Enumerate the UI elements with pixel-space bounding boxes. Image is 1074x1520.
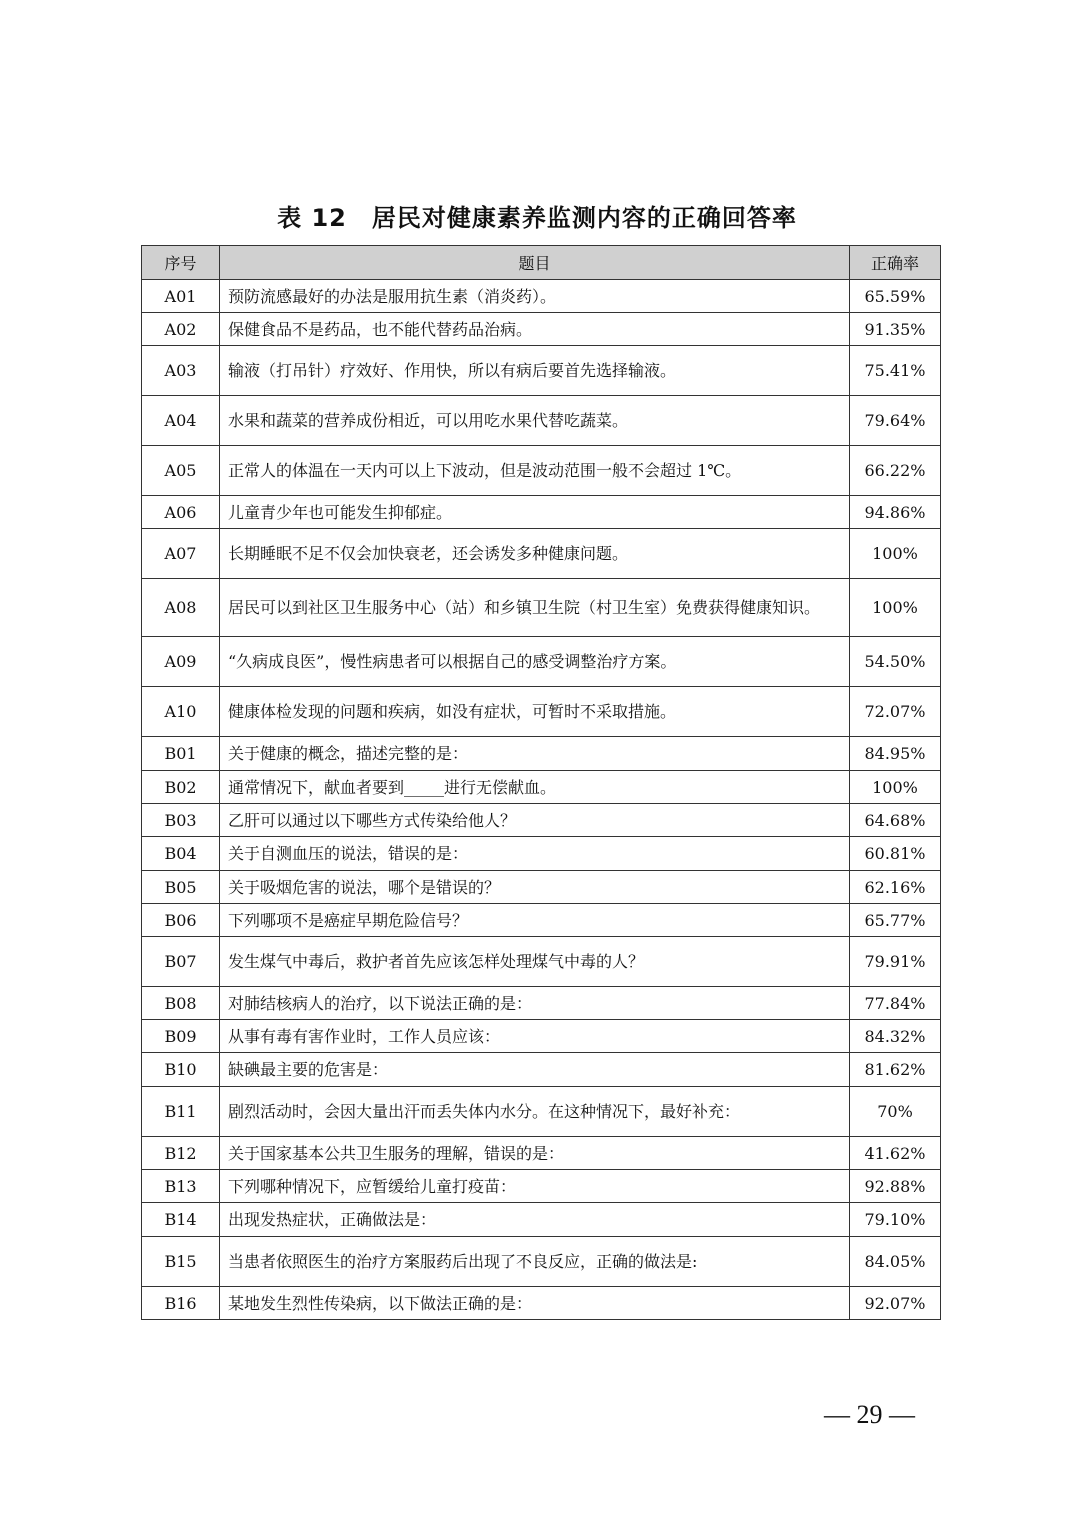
row-question-cell: 预防流感最好的办法是服用抗生素（消炎药）。 xyxy=(220,280,850,313)
row-question-cell: 健康体检发现的问题和疾病，如没有症状，可暂时不采取措施。 xyxy=(220,687,850,737)
row-id-cell: B03 xyxy=(142,804,220,837)
table-row xyxy=(142,1170,941,1203)
row-id-cell: B06 xyxy=(142,904,220,937)
row-rate-cell: 75.41% xyxy=(850,346,941,396)
row-question-cell: 关于国家基本公共卫生服务的理解，错误的是： xyxy=(220,1137,850,1170)
row-id-cell: A07 xyxy=(142,529,220,579)
row-rate-cell: 77.84% xyxy=(850,987,941,1020)
table-row xyxy=(142,687,941,737)
row-question-cell: 下列哪项不是癌症早期危险信号？ xyxy=(220,904,850,937)
table-row xyxy=(142,446,941,496)
row-id-cell: A10 xyxy=(142,687,220,737)
row-id-cell: B14 xyxy=(142,1203,220,1237)
row-id-cell: B05 xyxy=(142,871,220,904)
row-rate-cell: 84.95% xyxy=(850,737,941,771)
table-row xyxy=(142,771,941,804)
column-header-id: 序号 xyxy=(142,246,220,280)
row-rate-cell: 65.59% xyxy=(850,280,941,313)
row-rate-cell: 94.86% xyxy=(850,496,941,529)
row-rate-cell: 91.35% xyxy=(850,313,941,346)
row-id-cell: B15 xyxy=(142,1237,220,1287)
table-row xyxy=(142,804,941,837)
row-rate-cell: 41.62% xyxy=(850,1137,941,1170)
health-literacy-table xyxy=(141,245,941,1320)
table-row xyxy=(142,1053,941,1087)
page-number: — 29 — xyxy=(824,1400,915,1429)
row-id-cell: A08 xyxy=(142,579,220,637)
row-question-cell: 输液（打吊针）疗效好、作用快，所以有病后要首先选择输液。 xyxy=(220,346,850,396)
table-row xyxy=(142,1203,941,1237)
row-id-cell: B02 xyxy=(142,771,220,804)
row-id-cell: B01 xyxy=(142,737,220,771)
row-question-cell: 长期睡眠不足不仅会加快衰老，还会诱发多种健康问题。 xyxy=(220,529,850,579)
table-header-row xyxy=(142,246,941,280)
table-row xyxy=(142,1237,941,1287)
row-question-cell: 对肺结核病人的治疗，以下说法正确的是： xyxy=(220,987,850,1020)
row-question-cell: 出现发热症状，正确做法是： xyxy=(220,1203,850,1237)
row-question-cell: 当患者依照医生的治疗方案服药后出现了不良反应，正确的做法是: xyxy=(220,1237,850,1287)
row-id-cell: A02 xyxy=(142,313,220,346)
row-id-cell: B10 xyxy=(142,1053,220,1087)
row-question-cell: 通常情况下，献血者要到_____进行无偿献血。 xyxy=(220,771,850,804)
row-question-cell: 水果和蔬菜的营养成份相近，可以用吃水果代替吃蔬菜。 xyxy=(220,396,850,446)
row-id-cell: B09 xyxy=(142,1020,220,1053)
row-rate-cell: 79.91% xyxy=(850,937,941,987)
row-id-cell: B16 xyxy=(142,1287,220,1320)
row-id-cell: A09 xyxy=(142,637,220,687)
row-id-cell: B07 xyxy=(142,937,220,987)
row-id-cell: A06 xyxy=(142,496,220,529)
row-question-cell: 下列哪种情况下，应暂缓给儿童打疫苗： xyxy=(220,1170,850,1203)
row-question-cell: 乙肝可以通过以下哪些方式传染给他人？ xyxy=(220,804,850,837)
table-row xyxy=(142,871,941,904)
row-id-cell: B04 xyxy=(142,837,220,871)
row-rate-cell: 100% xyxy=(850,771,941,804)
table-row xyxy=(142,637,941,687)
table-body xyxy=(142,280,941,1320)
table-row xyxy=(142,987,941,1020)
table-row xyxy=(142,529,941,579)
row-question-cell: 剧烈活动时，会因大量出汗而丢失体内水分。在这种情况下，最好补充： xyxy=(220,1087,850,1137)
row-rate-cell: 72.07% xyxy=(850,687,941,737)
row-rate-cell: 79.10% xyxy=(850,1203,941,1237)
table-row xyxy=(142,1087,941,1137)
row-rate-cell: 79.64% xyxy=(850,396,941,446)
row-rate-cell: 81.62% xyxy=(850,1053,941,1087)
row-question-cell: “久病成良医”，慢性病患者可以根据自己的感受调整治疗方案。 xyxy=(220,637,850,687)
table-title: 表 12 居民对健康素养监测内容的正确回答率 xyxy=(277,204,797,232)
row-rate-cell: 84.05% xyxy=(850,1237,941,1287)
row-question-cell: 缺碘最主要的危害是： xyxy=(220,1053,850,1087)
table-row xyxy=(142,904,941,937)
table-row xyxy=(142,737,941,771)
row-rate-cell: 92.07% xyxy=(850,1287,941,1320)
row-rate-cell: 100% xyxy=(850,529,941,579)
row-rate-cell: 66.22% xyxy=(850,446,941,496)
row-id-cell: B11 xyxy=(142,1087,220,1137)
row-rate-cell: 60.81% xyxy=(850,837,941,871)
row-id-cell: A01 xyxy=(142,280,220,313)
row-rate-cell: 70% xyxy=(850,1087,941,1137)
table-row xyxy=(142,396,941,446)
table-row xyxy=(142,579,941,637)
row-question-cell: 从事有毒有害作业时，工作人员应该： xyxy=(220,1020,850,1053)
row-rate-cell: 84.32% xyxy=(850,1020,941,1053)
row-rate-cell: 54.50% xyxy=(850,637,941,687)
table-row xyxy=(142,1020,941,1053)
table-row xyxy=(142,496,941,529)
row-question-cell: 关于健康的概念，描述完整的是： xyxy=(220,737,850,771)
row-question-cell: 某地发生烈性传染病，以下做法正确的是： xyxy=(220,1287,850,1320)
table-row xyxy=(142,280,941,313)
column-header-rate: 正确率 xyxy=(850,246,941,280)
row-question-cell: 正常人的体温在一天内可以上下波动，但是波动范围一般不会超过 1℃。 xyxy=(220,446,850,496)
row-id-cell: A04 xyxy=(142,396,220,446)
table-row xyxy=(142,1287,941,1320)
row-id-cell: A03 xyxy=(142,346,220,396)
row-id-cell: A05 xyxy=(142,446,220,496)
row-question-cell: 关于自测血压的说法，错误的是： xyxy=(220,837,850,871)
row-id-cell: B13 xyxy=(142,1170,220,1203)
row-question-cell: 居民可以到社区卫生服务中心（站）和乡镇卫生院（村卫生室）免费获得健康知识。 xyxy=(220,579,850,637)
row-rate-cell: 64.68% xyxy=(850,804,941,837)
column-header-question: 题目 xyxy=(220,246,850,280)
table-row xyxy=(142,937,941,987)
row-question-cell: 关于吸烟危害的说法，哪个是错误的？ xyxy=(220,871,850,904)
row-rate-cell: 100% xyxy=(850,579,941,637)
row-rate-cell: 92.88% xyxy=(850,1170,941,1203)
row-question-cell: 发生煤气中毒后，救护者首先应该怎样处理煤气中毒的人？ xyxy=(220,937,850,987)
row-rate-cell: 62.16% xyxy=(850,871,941,904)
row-question-cell: 儿童青少年也可能发生抑郁症。 xyxy=(220,496,850,529)
table-row xyxy=(142,837,941,871)
row-rate-cell: 65.77% xyxy=(850,904,941,937)
row-question-cell: 保健食品不是药品，也不能代替药品治病。 xyxy=(220,313,850,346)
table-row xyxy=(142,1137,941,1170)
table-row xyxy=(142,346,941,396)
row-id-cell: B12 xyxy=(142,1137,220,1170)
table-row xyxy=(142,313,941,346)
row-id-cell: B08 xyxy=(142,987,220,1020)
